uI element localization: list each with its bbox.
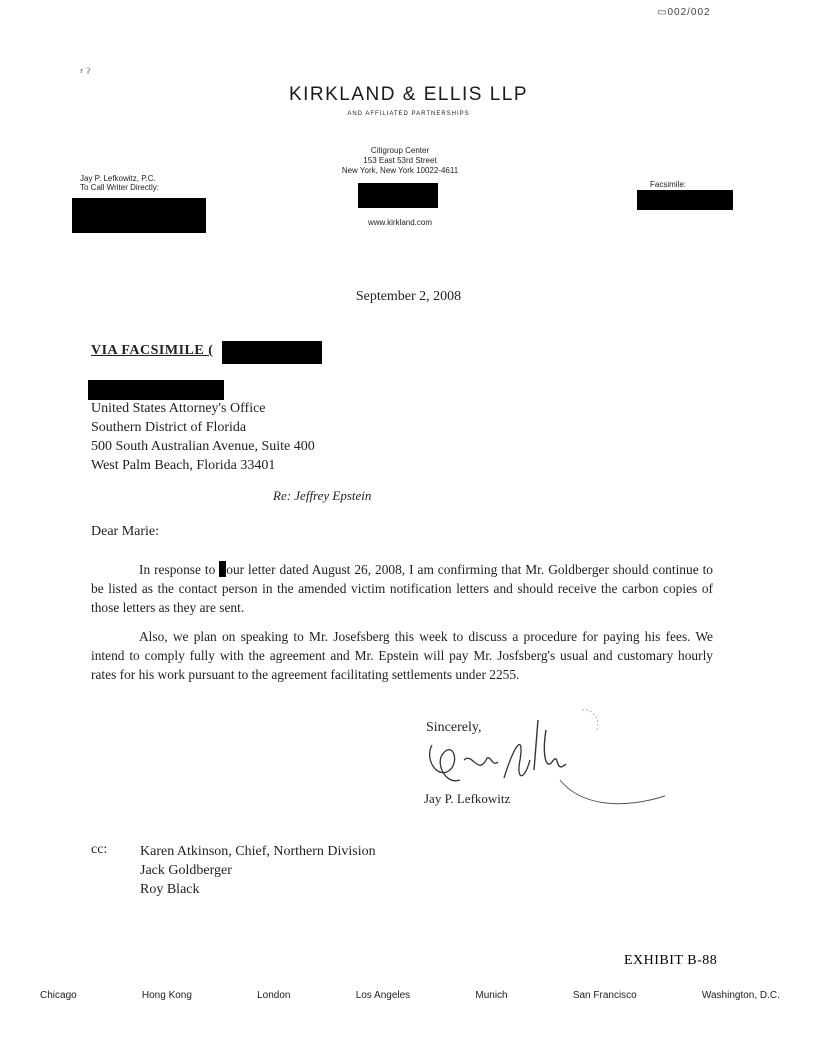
- salutation: Dear Marie:: [91, 524, 160, 539]
- via-facsimile-heading: VIA FACSIMILE (: [91, 343, 214, 358]
- paragraph-1-start: In response to: [139, 562, 220, 577]
- facsimile-label: Facsimile:: [650, 180, 687, 189]
- cc-name: Karen Atkinson, Chief, Northern Division: [140, 844, 376, 859]
- letter-date: September 2, 2008: [355, 289, 462, 304]
- fax-page-marker: ▭002/002: [657, 7, 711, 18]
- recipient-line: Southern District of Florida: [91, 420, 247, 435]
- address-line: Citigroup Center: [370, 146, 430, 155]
- office-location: London: [257, 990, 291, 1001]
- redaction-block: [637, 190, 733, 210]
- firm-website: www.kirkland.com: [367, 218, 432, 227]
- redaction-block: [88, 380, 224, 400]
- exhibit-label: EXHIBIT B-88: [624, 953, 718, 968]
- office-location: San Francisco: [572, 990, 637, 1001]
- recipient-line: West Palm Beach, Florida 33401: [91, 458, 276, 473]
- redaction-block: [358, 183, 438, 208]
- writer-block: [80, 174, 159, 192]
- redaction-block: [222, 341, 322, 364]
- stray-mark: ʳ ˀ: [80, 66, 91, 81]
- address-line: New York, New York 10022-4611: [341, 166, 459, 175]
- address-line: 153 East 53rd Street: [363, 156, 437, 165]
- office-location: Washington, D.C.: [701, 990, 780, 1001]
- signer-name: Jay P. Lefkowitz: [424, 791, 511, 806]
- office-location: Chicago: [40, 990, 77, 1001]
- cc-name: Roy Black: [140, 882, 200, 897]
- closing: Sincerely,: [426, 720, 482, 735]
- redaction-block: [72, 198, 206, 233]
- cc-label: cc:: [91, 842, 108, 857]
- paragraph-1-rest: our letter dated August 26, 2008, I am confirming that Mr. Goldberger should continue to be listed as the contact person in the amended victim notification letters and should receive the carbon copies of those letters as they are sent.: [91, 562, 713, 615]
- paragraph-2: [91, 627, 713, 684]
- recipient-line: 500 South Australian Avenue, Suite 400: [91, 439, 315, 454]
- office-location: Hong Kong: [141, 990, 192, 1001]
- writer-direct-label: To Call Writer Directly:: [80, 183, 159, 192]
- firm-address: [300, 146, 500, 176]
- office-location: Los Angeles: [355, 990, 411, 1001]
- office-location: Munich: [475, 990, 508, 1001]
- cc-list: [140, 842, 376, 899]
- firm-affiliation: AND AFFILIATED PARTNERSHIPS: [347, 111, 470, 117]
- office-locations: [40, 990, 780, 1001]
- reference-line: Re: Jeffrey Epstein: [273, 488, 372, 503]
- cc-name: Jack Goldberger: [140, 863, 232, 878]
- recipient-line: United States Attorney's Office: [91, 401, 266, 416]
- firm-name: KIRKLAND & ELLIS LLP: [288, 84, 529, 105]
- recipient-address: [91, 399, 315, 475]
- paragraph-2-text: Also, we plan on speaking to Mr. Josefsberg this week to discuss a procedure for paying his fees. We intend to comply fully with the agreement and Mr. Epstein will pay Mr. Josfsberg's usual and customary hourly rates for his work pursuant to the agreement facilitating settlements under 2255.: [91, 629, 713, 682]
- paragraph-1: [91, 560, 713, 617]
- writer-name: Jay P. Lefkowitz, P.C.: [80, 174, 156, 183]
